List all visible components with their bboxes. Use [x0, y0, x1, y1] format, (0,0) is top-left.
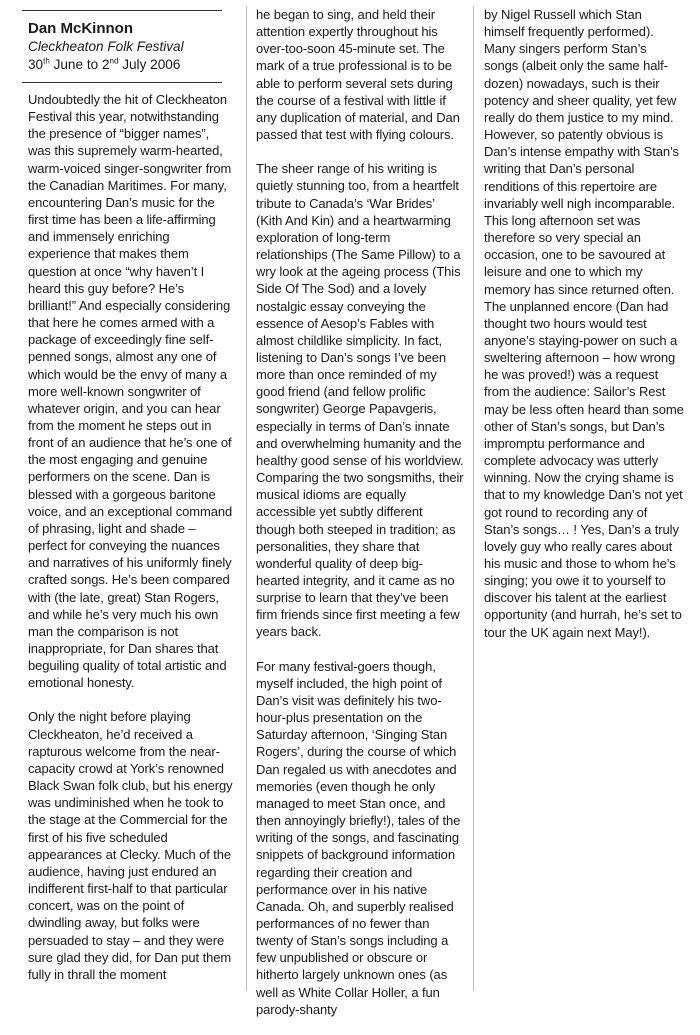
event-name: Cleckheaton Folk Festival: [28, 39, 184, 54]
date-end: July 2006: [118, 57, 181, 72]
date-suffix2: nd: [109, 56, 119, 66]
date-day1: 30: [28, 57, 44, 72]
column-3: [484, 6, 684, 658]
header-rule: [22, 82, 222, 83]
col2-paragraph-2: The sheer range of his writing is quietly stunning too, from a heartfelt tribute to Canada’s ‘War Brides’ (Kith And Kin) and a heartwarming exploration of long-term relationships (The Same Pillow) to a wry look at the ageing process (This Side Of The Sod) and a lovely nostalgic essay conveying the essence of Aesop’s Fables with almost childlike simplicity. In fact, listening to Dan’s songs I’ve been more than once reminded of my good friend (and fellow prolific songwriter) George Papavgeris, especially in terms of Dan’s innate and overwhelming humanity and the healthy good sense of his worldview. Comparing the two songsmiths, their musical idioms are equally accessible yet subtly different though both steeped in tradition; as personalities, they share that wonderful quality of deep big-hearted integrity, and it came as no surprise to learn that they’ve been firm friends since first meeting a few years back.: [256, 161, 464, 640]
col2-paragraph-3: For many festival-goers though, myself included, the high point of Dan’s visit was definitely his two-hour-plus presentation on the Saturday afternoon, ‘Singing Stan Rogers’, during the course of which Dan regaled us with anecdotes and memories (even though he only managed to meet Stan once, and then annoyingly briefly!), tales of the writing of the songs, and fascinating snippets of background information regarding their creation and performance over in his native Canada. Oh, and superbly realised performances of no fewer than twenty of Stan’s songs including a few unpublished or obscure or hitherto largely unknown ones (as well as White Collar Holler, a fun parody-shanty: [256, 658, 461, 1017]
event-date: [28, 56, 233, 74]
top-rule: [22, 10, 222, 11]
col3-paragraph-1: by Nigel Russell which Stan himself frequently performed). Many singers perform Stan’s songs (albeit only the same half-dozen) nowadays, such is their potency and sheer quality, yet few really do them justice to my mind. However, so patently obvious is Dan’s intense empathy with Stan’s writing that Dan’s personal renditions of this repertoire are invariably well nigh incomparable. This long afternoon set was therefore so very special an occasion, one to be savoured at leisure and one to which my memory has since returned often. The unplanned encore (Dan had thought two hours would test anyone’s staying-power on such a sweltering afternoon – how wrong he was proved!) was a request from the audience: Sailor’s Rest may be less often heard than some other of Stan’s songs, but Dan’s impromptu performance and complete advocacy was utterly winning. Now the crying shame is that to my knowledge Dan’s not yet got round to recording any of Stan’s songs… ! Yes, Dan’s a truly lovely guy who really cares about his music and those to whom he’s singing; you owe it to yourself to discover his talent at the earliest opportunity (and hurrah, he’s set to tour the UK again next May!).: [484, 7, 684, 640]
column-1: [28, 91, 233, 1000]
column-divider-1: [246, 6, 247, 991]
column-divider-2: [473, 6, 474, 991]
col1-paragraph-2: Only the night before playing Cleckheaton, he’d received a rapturous welcome from the near-capacity crowd at York’s renowned Black Swan folk club, but his energy was undiminished when he took to the stage at the Commercial for the first of his five scheduled appearances at Clecky. Much of the audience, having just endured an indifferent first-half to that particular concert, was on the point of dwindling away, but folks were persuaded to stay – and they were sure glad they did, for Dan put them fully in thrall the moment: [28, 709, 233, 982]
review-header: [28, 20, 233, 74]
date-middle: June to 2: [49, 57, 110, 72]
col2-paragraph-1: he began to sing, and held their attention expertly throughout his over-too-soon 45-minute set. The mark of a true professional is to be able to perform several sets during the course of a festival with little if any duplication of material, and Dan passed that test with flying colours.: [256, 7, 460, 143]
column-2: [256, 6, 464, 1035]
col1-paragraph-1: Undoubtedly the hit of Cleckheaton Festival this year, notwithstanding the presence of “bigger names”, was this supremely warm-hearted, warm-voiced singer-songwriter from the Canadian Maritimes. For many, encountering Dan’s music for the first time has been a life-affirming and immensely enriching experience that makes them question at once “why haven’t I heard this guy before? He’s brilliant!” And especially considering that here he comes armed with a package of exceedingly fine self-penned songs, almost any one of which would be the envy of many a more well-known songwriter of whatever origin, and you can hear from the moment he steps out in front of an audience that he’s one of the most engaging and genuine performers on the scene. Dan is blessed with a gorgeous baritone voice, and an exceptional command of phrasing, light and shade – perfect for conveying the nuances and narratives of his uniformly finely crafted songs. He’s been compared with (the late, great) Stan Rogers, and while he’s very much his own man the comparison is not inappropriate, for Dan shares that beguiling quality of total artistic and emotional honesty.: [28, 92, 233, 691]
review-title: Dan McKinnon: [28, 20, 133, 37]
date-suffix1: th: [43, 56, 50, 66]
